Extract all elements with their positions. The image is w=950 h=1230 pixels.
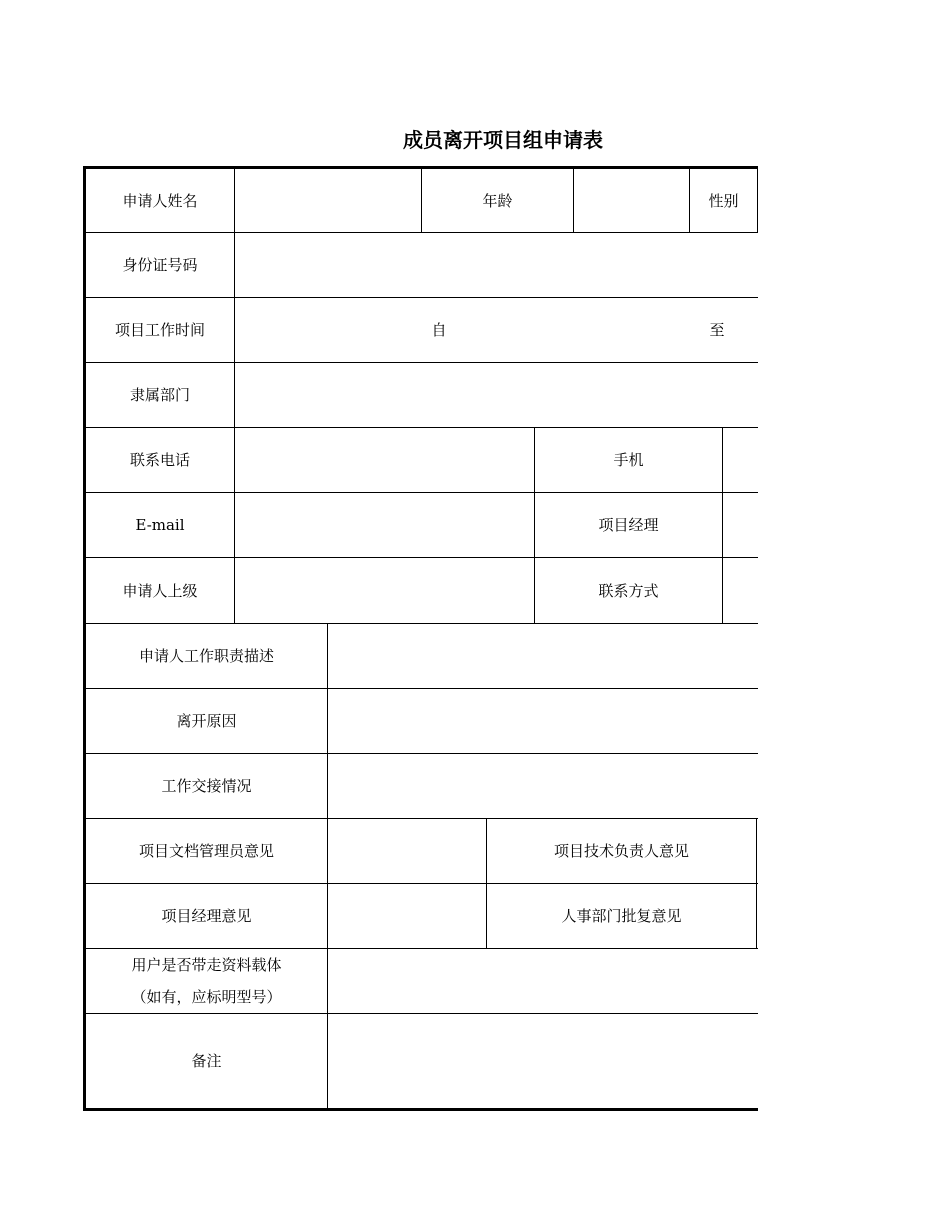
- contact-label: 联系方式: [598, 581, 659, 600]
- media-carrier-label-line1: 用户是否带走资料载体: [131, 956, 282, 974]
- media-carrier-label-line2: （如有，应标明型号）: [131, 988, 282, 1006]
- project-manager-field[interactable]: [723, 493, 758, 557]
- column-divider: [757, 166, 758, 232]
- period-from-label: 自: [431, 321, 447, 339]
- project-manager-label: 项目经理: [598, 516, 659, 534]
- applicant-name-field[interactable]: [235, 169, 421, 232]
- email-field[interactable]: [235, 493, 534, 557]
- age-label: 年龄: [482, 191, 513, 210]
- contact-field[interactable]: [723, 558, 758, 623]
- id-number-label: 身份证号码: [122, 256, 198, 274]
- work-period-label: 项目工作时间: [114, 321, 205, 339]
- duty-description-label: 申请人工作职责描述: [138, 647, 274, 665]
- table-bottom-border: [83, 1108, 758, 1111]
- phone-field[interactable]: [235, 428, 534, 492]
- department-label: 隶属部门: [129, 386, 190, 404]
- handover-field[interactable]: [328, 754, 758, 818]
- mobile-label: 手机: [613, 451, 644, 469]
- duty-description-field[interactable]: [328, 624, 758, 688]
- hr-opinion-label: 人事部门批复意见: [561, 907, 682, 925]
- remarks-field[interactable]: [328, 1014, 758, 1108]
- application-form: [83, 166, 758, 1111]
- media-carrier-field[interactable]: [328, 949, 758, 1013]
- leave-reason-field[interactable]: [328, 689, 758, 753]
- email-label: E-mail: [135, 516, 185, 534]
- media-carrier-label: [86, 949, 327, 1013]
- period-start-field[interactable]: [235, 298, 423, 362]
- pm-opinion-field[interactable]: [328, 884, 486, 948]
- supervisor-label: 申请人上级: [122, 581, 198, 600]
- mobile-field[interactable]: [723, 428, 758, 492]
- period-end-field[interactable]: [455, 298, 695, 362]
- leave-reason-label: 离开原因: [176, 712, 237, 730]
- age-field[interactable]: [574, 169, 689, 232]
- doc-admin-opinion-label: 项目文档管理员意见: [138, 842, 274, 860]
- column-divider: [756, 818, 757, 949]
- doc-admin-opinion-field[interactable]: [328, 819, 486, 883]
- period-to-label: 至: [709, 321, 725, 339]
- tech-lead-opinion-label: 项目技术负责人意见: [553, 842, 689, 860]
- applicant-name-label: 申请人姓名: [122, 191, 198, 210]
- handover-label: 工作交接情况: [161, 777, 252, 795]
- remarks-label: 备注: [191, 1052, 222, 1070]
- gender-label: 性别: [708, 191, 739, 210]
- pm-opinion-label: 项目经理意见: [161, 907, 252, 925]
- phone-label: 联系电话: [129, 451, 190, 469]
- form-title: 成员离开项目组申请表: [403, 128, 603, 152]
- department-field[interactable]: [235, 363, 758, 427]
- supervisor-field[interactable]: [235, 558, 534, 623]
- id-number-field[interactable]: [235, 233, 758, 297]
